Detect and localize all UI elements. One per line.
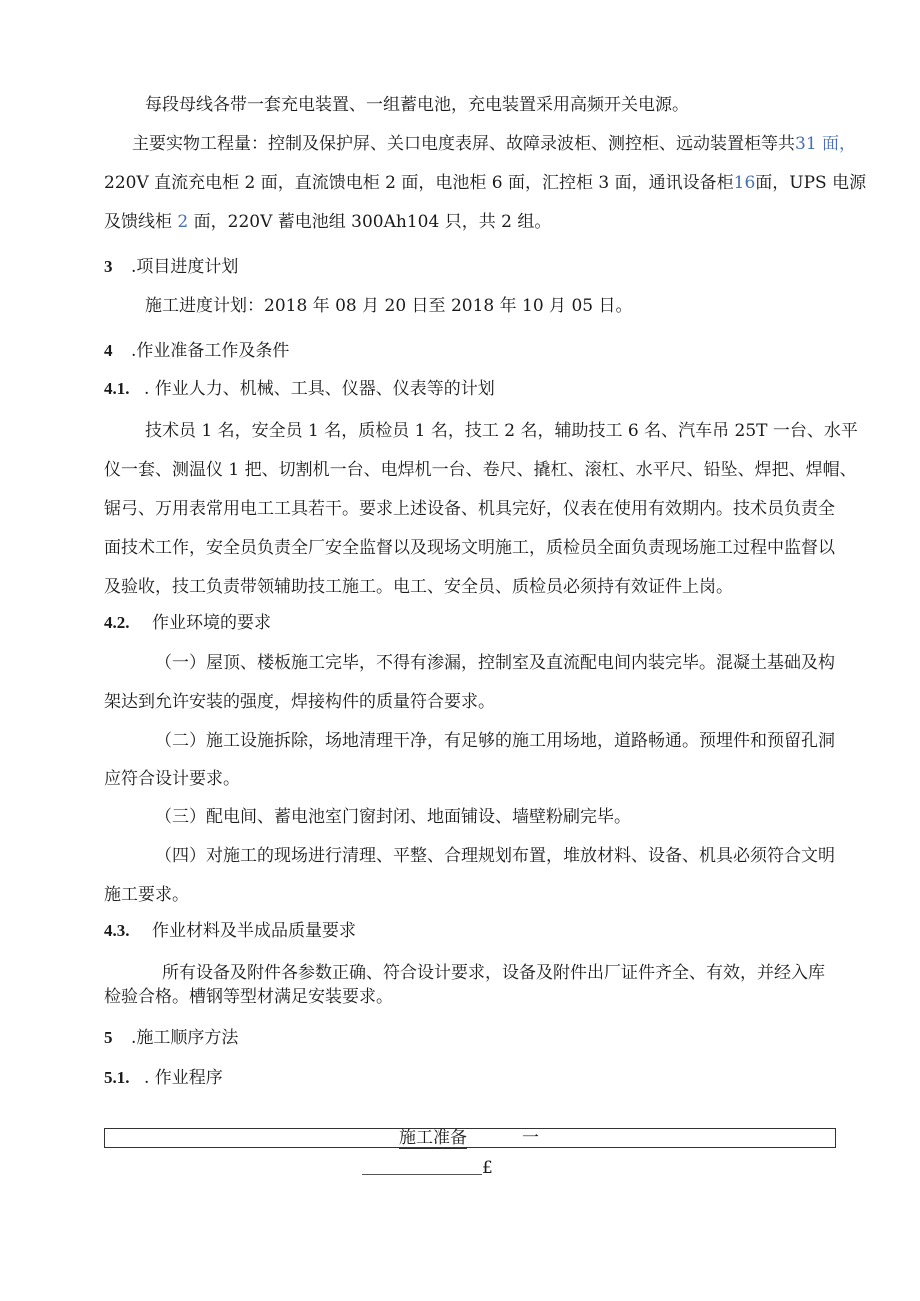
flowchart-connector-symbol: £	[482, 1158, 493, 1178]
paragraph-quantities-line-2: 220V 直流充电柜 2 面，直流馈电柜 2 面，电池柜 6 面，汇控柜 3 面，通讯设备柜16面，UPS 电源	[104, 173, 867, 193]
section-title: . 作业人力、机械、工具、仪器、仪表等的计划	[144, 379, 495, 399]
section-4-3-heading	[104, 920, 356, 942]
materials-line-1: 所有设备及附件各参数正确、符合设计要求，设备及附件出厂证件齐全、有效，并经入库	[162, 963, 825, 983]
environment-line-3: （二）施工设施拆除，场地清理干净，有足够的施工用场地，道路畅通。预埋件和预留孔洞	[155, 731, 835, 751]
section-number: 4.1.	[104, 379, 130, 398]
resources-line-2: 仪一套、测温仪 1 把、切割机一台、电焊机一台、卷尺、撬杠、滚杠、水平尺、铅坠、焊把、焊帽、	[104, 460, 857, 480]
resources-line-1: 技术员 1 名，安全员 1 名，质检员 1 名，技工 2 名，辅助技工 6 名、汽车吊 25T 一台、水平	[145, 421, 858, 441]
section-number: 4.3.	[104, 921, 130, 940]
section-number: 4.2.	[104, 613, 130, 632]
section-number: 5	[104, 1028, 113, 1047]
highlight-count-31: 31 面，	[795, 134, 857, 154]
paragraph-quantities-line-3: 及馈线柜 2 面，220V 蓄电池组 300Ah104 只，共 2 组。	[104, 212, 552, 232]
environment-line-2: 架达到允许安装的强度，焊接构件的质量符合要求。	[104, 692, 495, 712]
environment-line-6: （四）对施工的现场进行清理、平整、合理规划布置，堆放材料、设备、机具必须符合文明	[155, 846, 835, 866]
section-title: 作业材料及半成品质量要求	[152, 921, 356, 941]
environment-line-1: （一）屋顶、楼板施工完毕，不得有渗漏，控制室及直流配电间内装完毕。混凝土基础及构	[155, 653, 835, 673]
section-title: . 作业程序	[144, 1068, 223, 1088]
flowchart-step-dash: 一	[522, 1128, 539, 1148]
resources-line-4: 面技术工作，安全员负责全厂安全监督以及现场文明施工，质检员全面负责现场施工过程中监督以	[104, 538, 835, 558]
flowchart-step-label: 施工准备	[399, 1128, 467, 1148]
paragraph-bus-charging: 每段母线各带一套充电装置、一组蓄电池，充电装置采用高频开关电源。	[145, 95, 689, 115]
section-title: .施工顺序方法	[131, 1028, 239, 1048]
highlight-count-2: 2	[177, 212, 189, 232]
schedule-text: 施工进度计划：2018 年 08 月 20 日至 2018 年 10 月 05 日。	[145, 296, 633, 316]
flowchart-connector-line	[362, 1174, 482, 1175]
flowchart-step-box	[104, 1128, 836, 1148]
resources-line-3: 锯弓、万用表常用电工工具若干。要求上述设备、机具完好，仪表在使用有效期内。技术员负责全	[104, 499, 835, 519]
section-title: .项目进度计划	[131, 257, 239, 277]
environment-line-4: 应符合设计要求。	[104, 769, 240, 789]
section-number: 3	[104, 257, 113, 276]
materials-line-2: 检验合格。槽钢等型材满足安装要求。	[104, 987, 393, 1007]
section-4-1-heading	[104, 378, 495, 400]
section-4-heading	[104, 340, 289, 362]
section-4-2-heading	[104, 612, 271, 634]
section-5-1-heading	[104, 1067, 223, 1089]
section-title: 作业环境的要求	[152, 613, 271, 633]
section-title: .作业准备工作及条件	[131, 341, 290, 361]
section-number: 5.1.	[104, 1068, 130, 1087]
section-number: 4	[104, 341, 113, 360]
environment-line-5: （三）配电间、蓄电池室门窗封闭、地面铺设、墙壁粉刷完毕。	[155, 807, 631, 827]
paragraph-quantities-line-1: 主要实物工程量：控制及保护屏、关口电度表屏、故障录波柜、测控柜、远动装置柜等共31 面，	[132, 134, 857, 154]
section-3-heading	[104, 256, 238, 278]
section-5-heading	[104, 1027, 238, 1049]
environment-line-7: 施工要求。	[104, 885, 189, 905]
highlight-count-16: 16	[733, 173, 756, 193]
resources-line-5: 及验收，技工负责带领辅助技工施工。电工、安全员、质检员必须持有效证件上岗。	[104, 577, 733, 597]
